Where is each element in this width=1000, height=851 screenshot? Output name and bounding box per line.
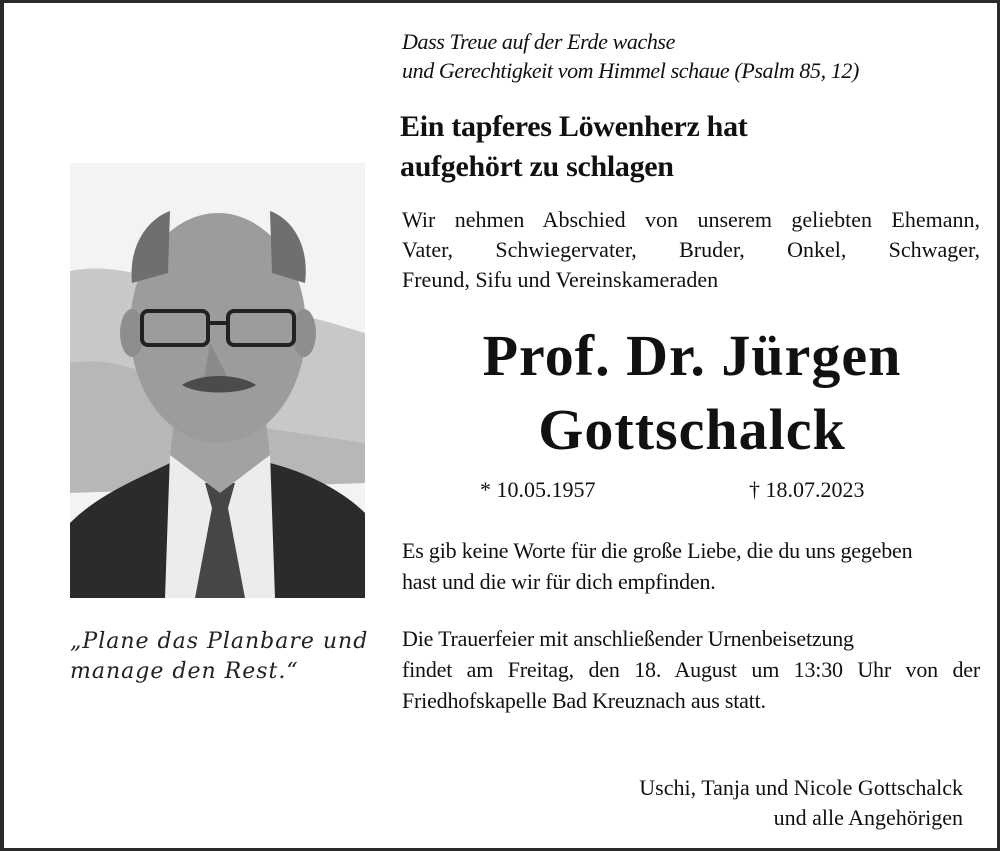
portrait-photo — [70, 163, 365, 598]
headline — [400, 107, 747, 187]
love-line-2: hast und die wir für dich empfinden. — [402, 569, 716, 594]
headline-line-2: aufgehört zu schlagen — [400, 150, 674, 183]
quote-line-2: manage den Rest.“ — [70, 659, 299, 684]
intro-line-3: Freund, Sifu und Vereinskameraden — [402, 267, 719, 292]
ceremony-line-2: findet am Freitag, den 18. August um 13:30 Uhr von der — [402, 657, 980, 682]
motto-quote — [70, 627, 368, 687]
psalm-line-2: und Gerechtigkeit vom Himmel schaue (Psalm 85, 12) — [402, 58, 859, 83]
mourners-signoff — [639, 773, 963, 833]
love-statement — [402, 535, 980, 597]
quote-line-1: „Plane das Planbare und — [70, 629, 369, 654]
ceremony-details — [402, 623, 980, 716]
intro-line-1: Wir nehmen Abschied von unserem geliebten Ehemann, — [402, 207, 980, 232]
deceased-name — [402, 319, 982, 467]
name-line-2: Gottschalck — [538, 397, 846, 462]
portrait-icon — [70, 163, 365, 598]
psalm-line-1: Dass Treue auf der Erde wachse — [402, 29, 675, 54]
ceremony-line-1: Die Trauerfeier mit anschließender Urnenbeisetzung — [402, 626, 854, 651]
intro-line-2: Vater, Schwiegervater, Bruder, Onkel, Schwager, — [402, 237, 980, 262]
death-date: † 18.07.2023 — [749, 477, 865, 502]
farewell-intro — [402, 205, 980, 295]
love-line-1: Es gib keine Worte für die große Liebe, die du uns gegeben — [402, 538, 913, 563]
signoff-line-1: Uschi, Tanja und Nicole Gottschalck — [639, 775, 963, 800]
ceremony-line-3: Friedhofskapelle Bad Kreuznach aus statt. — [402, 688, 766, 713]
birth-date: * 10.05.1957 — [480, 477, 596, 502]
name-line-1: Prof. Dr. Jürgen — [482, 323, 902, 388]
headline-line-1: Ein tapferes Löwenherz hat — [400, 110, 748, 143]
psalm-verse — [402, 27, 859, 85]
signoff-line-2: und alle Angehörigen — [773, 805, 963, 830]
